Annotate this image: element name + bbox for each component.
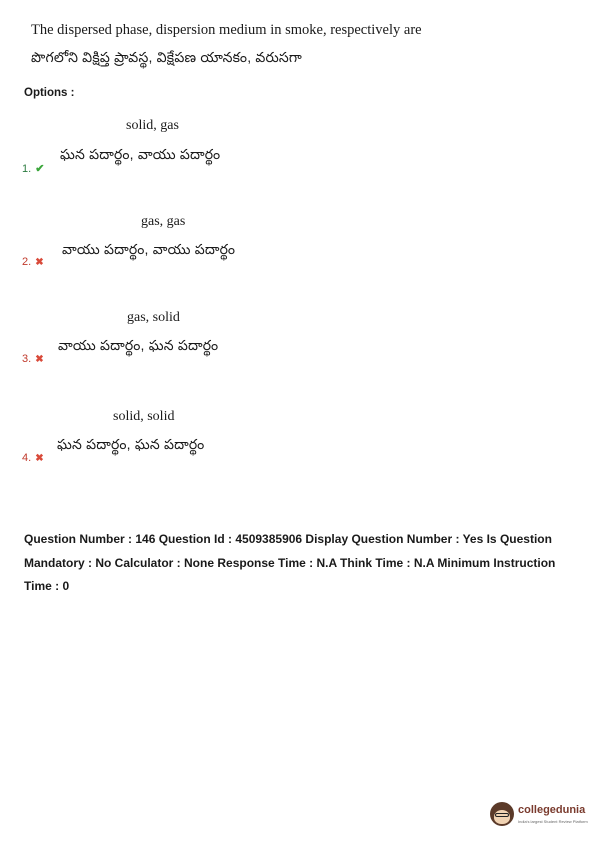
option-3-telugu: వాయు పదార్థం, ఘన పదార్థం <box>58 337 219 353</box>
options-label: Options : <box>24 87 75 99</box>
option-2-number <box>22 256 44 268</box>
brand-name: collegedunia <box>518 804 586 816</box>
collegedunia-logo <box>490 800 590 834</box>
option-3-number-label: 3. <box>22 353 32 365</box>
option-2-telugu: వాయు పదార్థం, వాయు పదార్థం <box>62 241 236 257</box>
cross-icon: ✖ <box>35 453 44 464</box>
option-2-number-label: 2. <box>22 256 32 268</box>
cross-icon: ✖ <box>35 257 44 268</box>
option-1-number <box>22 162 44 175</box>
option-4-english: solid, solid <box>113 409 175 424</box>
option-3-number <box>22 353 44 365</box>
question-english: The dispersed phase, dispersion medium in smoke, respectively are <box>31 22 422 38</box>
option-1-english: solid, gas <box>126 118 179 133</box>
mascot-icon <box>490 802 514 826</box>
checkmark-icon: ✔ <box>35 163 45 175</box>
brand-tagline: India's largest Student Review Platform <box>518 819 588 824</box>
option-4-number <box>22 452 44 464</box>
question-telugu: పొగలోని విక్షిప్త ప్రావస్థ, విక్షేపణ యానకం, వరుసగా <box>31 49 303 65</box>
option-3-english: gas, solid <box>127 310 180 325</box>
option-2-english: gas, gas <box>141 214 186 229</box>
cross-icon: ✖ <box>35 354 44 365</box>
question-metadata: Question Number : 146 Question Id : 4509385906 Display Question Number : Yes Is Question Mandatory : No Calculator : None Response Time : N.A Think Time : N.A Minimum Instruction Time : 0 <box>24 532 556 593</box>
option-4-number-label: 4. <box>22 452 32 464</box>
option-1-telugu: ఘన పదార్థం, వాయు పదార్థం <box>60 146 221 162</box>
option-1-number-label: 1. <box>22 163 32 175</box>
option-4-telugu: ఘన పదార్థం, ఘన పదార్థం <box>57 436 205 452</box>
